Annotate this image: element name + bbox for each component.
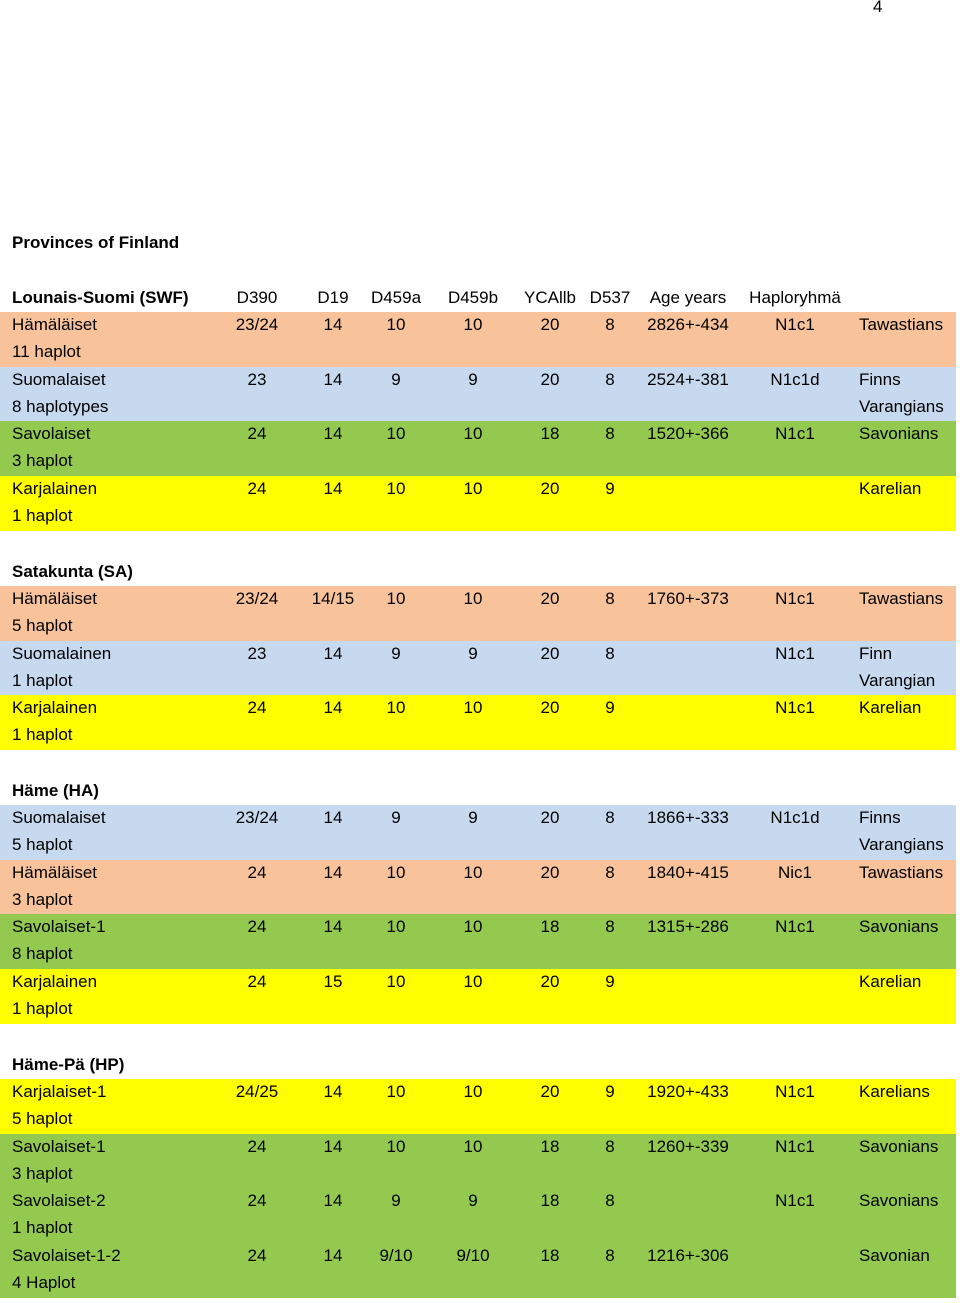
section-header xyxy=(0,778,960,805)
table-cell: 10 xyxy=(463,479,483,499)
table-cell: 14 xyxy=(323,862,343,882)
table-cell: 20 xyxy=(540,1082,560,1101)
table-cell: 14 xyxy=(323,1082,343,1101)
table-cell: 10 xyxy=(463,698,483,718)
column-header: Haploryhmä xyxy=(749,288,841,307)
haplotype-count: 8 haplotypes xyxy=(12,396,109,416)
table-row xyxy=(0,914,956,969)
group-name: Karelian xyxy=(859,698,922,718)
section-title: Satakunta (SA) xyxy=(12,562,133,581)
table-cell: 10 xyxy=(386,589,406,608)
table-cell: 14 xyxy=(323,1246,343,1266)
table-row xyxy=(0,805,956,860)
table-cell: 14 xyxy=(323,698,343,718)
table-cell: 14 xyxy=(323,315,343,334)
population-name: Karjalainen xyxy=(12,479,98,499)
table-cell: 20 xyxy=(540,808,560,827)
table-cell: 18 xyxy=(540,1136,560,1156)
table-cell: 14 xyxy=(323,917,343,937)
column-header: D19 xyxy=(317,288,349,307)
column-header: D390 xyxy=(236,288,278,307)
section xyxy=(0,559,960,750)
haplotype-count: 1 haplot xyxy=(12,725,73,745)
table-cell: 24 xyxy=(247,862,267,882)
table-cell: 24/25 xyxy=(235,1082,279,1101)
table-cell: N1c1 xyxy=(775,589,815,608)
table-cell: 8 xyxy=(605,315,615,334)
section xyxy=(0,1052,960,1298)
table-cell: 24 xyxy=(247,1136,267,1156)
table-cell: 10 xyxy=(463,315,483,334)
group-name: Karelians xyxy=(859,1082,930,1101)
group-name: Karelian xyxy=(859,479,922,499)
table-cell: 14 xyxy=(323,643,343,663)
group-name: Tawastians xyxy=(859,862,944,882)
group-name-secondary: Varangian xyxy=(859,670,936,690)
table-cell: 20 xyxy=(540,315,560,334)
table-cell: 1216+-306 xyxy=(647,1246,729,1266)
table-cell: 8 xyxy=(605,424,615,444)
population-name: Karjalaiset-1 xyxy=(12,1082,107,1101)
haplotype-count: 5 haplot xyxy=(12,616,73,635)
table-cell: 9 xyxy=(391,1191,401,1211)
table-cell: 23 xyxy=(247,643,267,663)
table-cell: 10 xyxy=(463,1082,483,1101)
section-header xyxy=(0,285,960,312)
group-name-secondary: Varangians xyxy=(859,396,944,416)
table-cell: 24 xyxy=(247,424,267,444)
population-name: Suomalainen xyxy=(12,643,112,663)
table-cell: 9 xyxy=(391,808,401,827)
table-cell: 18 xyxy=(540,1246,560,1266)
group-name: Karelian xyxy=(859,972,922,992)
table-cell: 1520+-366 xyxy=(647,424,729,444)
group-name-secondary: Varangians xyxy=(859,835,944,854)
table-cell: 10 xyxy=(386,1136,406,1156)
column-header: Age years xyxy=(649,288,727,307)
table-cell: N1c1 xyxy=(775,1136,815,1156)
population-name: Savolaiset-1 xyxy=(12,1136,106,1156)
table-row xyxy=(0,1243,956,1298)
table-cell: 8 xyxy=(605,369,615,389)
table-cell: 24 xyxy=(247,917,267,937)
table-row xyxy=(0,586,956,641)
table-cell: 23/24 xyxy=(235,589,279,608)
group-name: Finn xyxy=(859,643,893,663)
population-name: Savolaiset-2 xyxy=(12,1191,106,1211)
population-name: Savolaiset xyxy=(12,424,91,444)
table-cell: N1c1d xyxy=(770,808,820,827)
table-cell: 9 xyxy=(468,643,478,663)
group-name: Tawastians xyxy=(859,315,944,334)
table-cell: 10 xyxy=(386,698,406,718)
group-name: Savonians xyxy=(859,917,939,937)
column-header: D537 xyxy=(589,288,631,307)
table-cell: 23/24 xyxy=(235,808,279,827)
table-cell: 9 xyxy=(605,1082,615,1101)
table-cell: 8 xyxy=(605,917,615,937)
table-cell: 9 xyxy=(468,808,478,827)
table-cell: 24 xyxy=(247,698,267,718)
table-cell: 10 xyxy=(463,862,483,882)
table-cell: 10 xyxy=(386,1082,406,1101)
haplotype-count: 3 haplot xyxy=(12,889,73,909)
table-cell: 14 xyxy=(323,808,343,827)
population-name: Suomalaiset xyxy=(12,808,106,827)
column-header: D459b xyxy=(447,288,499,307)
page-title: Provinces of Finland xyxy=(12,233,180,252)
group-name: Savonians xyxy=(859,1136,939,1156)
population-name: Hämäläiset xyxy=(12,315,98,334)
table-cell: 10 xyxy=(386,479,406,499)
table-cell: 14 xyxy=(323,424,343,444)
table-row xyxy=(0,367,956,422)
table-cell: 24 xyxy=(247,1191,267,1211)
table-cell: 10 xyxy=(386,424,406,444)
table-cell: 8 xyxy=(605,589,615,608)
table-cell: 9/10 xyxy=(456,1246,490,1266)
page-number: 4 xyxy=(873,0,883,16)
table-cell: N1c1 xyxy=(775,424,815,444)
table-cell: 18 xyxy=(540,1191,560,1211)
table-cell: 9 xyxy=(468,369,478,389)
section-title: Lounais-Suomi (SWF) xyxy=(12,288,189,307)
table-cell: 24 xyxy=(247,1246,267,1266)
table-cell: 9 xyxy=(605,972,615,992)
haplotype-count: 8 haplot xyxy=(12,944,73,964)
haplotype-count: 1 haplot xyxy=(12,506,73,526)
table-cell: 10 xyxy=(463,972,483,992)
table-cell: 20 xyxy=(540,643,560,663)
table-row xyxy=(0,860,956,915)
table-cell: 10 xyxy=(386,862,406,882)
table-cell: 24 xyxy=(247,972,267,992)
table-cell: 20 xyxy=(540,698,560,718)
table-cell: 8 xyxy=(605,643,615,663)
table-cell: 9/10 xyxy=(379,1246,413,1266)
table-row xyxy=(0,641,956,696)
table-cell: 20 xyxy=(540,972,560,992)
table-row xyxy=(0,1188,956,1243)
table-cell: 20 xyxy=(540,369,560,389)
table-cell: 10 xyxy=(463,589,483,608)
haplotype-count: 1 haplot xyxy=(12,999,73,1019)
haplotype-count: 1 haplot xyxy=(12,1218,73,1238)
table-row xyxy=(0,312,956,367)
group-name: Savonian xyxy=(859,1246,930,1266)
table-cell: 1260+-339 xyxy=(647,1136,729,1156)
group-name: Savonians xyxy=(859,424,939,444)
table-cell: 9 xyxy=(605,698,615,718)
table-cell: 20 xyxy=(540,589,560,608)
table-cell: Nic1 xyxy=(777,862,812,882)
table-cell: N1c1d xyxy=(770,369,820,389)
population-name: Savolaiset-1-2 xyxy=(12,1246,121,1266)
table-cell: 1866+-333 xyxy=(647,808,729,827)
population-name: Savolaiset-1 xyxy=(12,917,106,937)
table-cell: 14 xyxy=(323,479,343,499)
table-cell: 14/15 xyxy=(311,589,355,608)
population-name: Hämäläiset xyxy=(12,589,98,608)
table-cell: 15 xyxy=(323,972,343,992)
table-cell: 8 xyxy=(605,1136,615,1156)
table-cell: 2826+-434 xyxy=(647,315,729,334)
table-cell: 8 xyxy=(605,862,615,882)
haplotype-count: 5 haplot xyxy=(12,835,73,854)
table-cell: 23/24 xyxy=(235,315,279,334)
group-name: Savonians xyxy=(859,1191,939,1211)
table-cell: 20 xyxy=(540,862,560,882)
table-cell: 24 xyxy=(247,479,267,499)
haplotype-count: 11 haplot xyxy=(12,342,81,361)
table-cell: 10 xyxy=(386,315,406,334)
table-cell: 18 xyxy=(540,424,560,444)
section-title: Häme (HA) xyxy=(12,781,99,800)
group-name: Tawastians xyxy=(859,589,944,608)
table-cell: 1760+-373 xyxy=(647,589,729,608)
group-name: Finns xyxy=(859,808,901,827)
population-name: Karjalainen xyxy=(12,972,98,992)
haplotype-count: 3 haplot xyxy=(12,451,73,471)
table-cell: 10 xyxy=(386,917,406,937)
table-cell: N1c1 xyxy=(775,1082,815,1101)
table-cell: 14 xyxy=(323,369,343,389)
table-row xyxy=(0,421,956,476)
table-cell: N1c1 xyxy=(775,1191,815,1211)
section xyxy=(0,285,960,531)
table-cell: N1c1 xyxy=(775,917,815,937)
table-row xyxy=(0,969,956,1024)
table-cell: 23 xyxy=(247,369,267,389)
table-cell: 8 xyxy=(605,1191,615,1211)
table-cell: 8 xyxy=(605,1246,615,1266)
table-cell: 1315+-286 xyxy=(647,917,729,937)
group-name: Finns xyxy=(859,369,901,389)
table-cell: 9 xyxy=(391,643,401,663)
section-header xyxy=(0,559,960,586)
table-cell: N1c1 xyxy=(775,698,815,718)
haplotype-count: 5 haplot xyxy=(12,1109,73,1128)
section-title: Häme-Pä (HP) xyxy=(12,1055,125,1074)
table-cell: 10 xyxy=(463,1136,483,1156)
table-cell: 10 xyxy=(463,917,483,937)
table-cell: 2524+-381 xyxy=(647,369,729,389)
table-row xyxy=(0,1134,956,1189)
section xyxy=(0,778,960,1024)
table-cell: 9 xyxy=(605,479,615,499)
table-row xyxy=(0,695,956,750)
table-row xyxy=(0,1079,956,1134)
table-cell: 1920+-433 xyxy=(647,1082,729,1101)
table-cell: 20 xyxy=(540,479,560,499)
table-cell: 14 xyxy=(323,1136,343,1156)
haplotype-count: 3 haplot xyxy=(12,1163,73,1183)
population-name: Karjalainen xyxy=(12,698,98,718)
table-cell: 9 xyxy=(468,1191,478,1211)
table-cell: 1840+-415 xyxy=(647,862,729,882)
table-cell: N1c1 xyxy=(775,643,815,663)
table-cell: N1c1 xyxy=(775,315,815,334)
column-header: D459a xyxy=(370,288,422,307)
column-header: YCAllb xyxy=(524,288,576,307)
table-cell: 8 xyxy=(605,808,615,827)
haplotype-count: 1 haplot xyxy=(12,670,73,690)
table-cell: 18 xyxy=(540,917,560,937)
population-name: Suomalaiset xyxy=(12,369,106,389)
population-name: Hämäläiset xyxy=(12,862,98,882)
haplotype-count: 4 Haplot xyxy=(12,1273,76,1293)
table-cell: 10 xyxy=(463,424,483,444)
table-cell: 10 xyxy=(386,972,406,992)
table-cell: 14 xyxy=(323,1191,343,1211)
table-cell: 9 xyxy=(391,369,401,389)
section-header xyxy=(0,1052,960,1079)
table-row xyxy=(0,476,956,531)
